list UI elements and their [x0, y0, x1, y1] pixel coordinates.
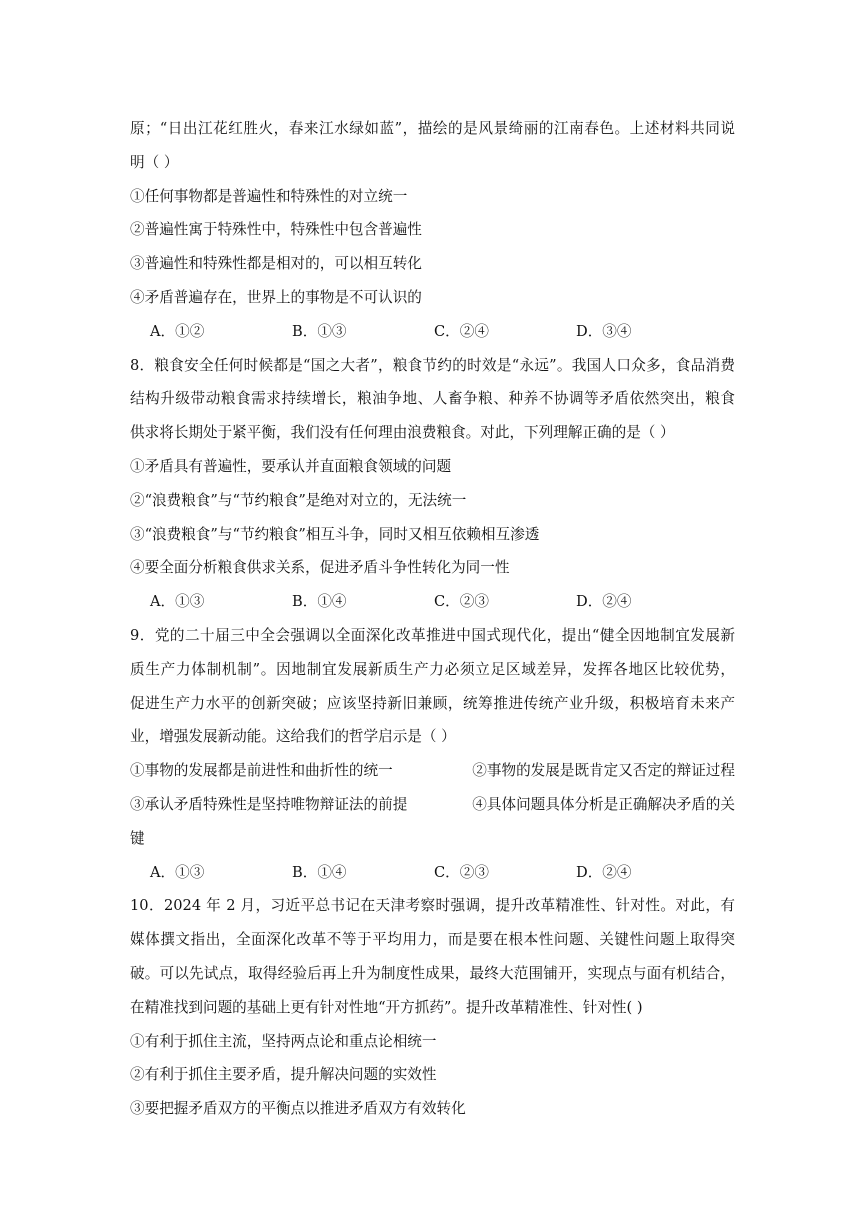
statement: ①任何事物都是普遍性和特殊性的对立统一: [130, 187, 408, 205]
statement-row: [130, 754, 735, 788]
statement: ④要全面分析粮食供求关系，促进矛盾斗争性转化为同一性: [130, 559, 510, 577]
statement: ①矛盾具有普遍性，要承认并直面粮食领域的问题: [130, 457, 452, 475]
question-stem-line: 促进生产力水平的创新突破；应该坚持新旧兼顾，统筹推进传统产业升级，积极培育未来产: [130, 694, 735, 712]
statement: ③承认矛盾特殊性是坚持唯物辩证法的前提: [130, 795, 408, 813]
option-c: C．②③: [434, 593, 489, 611]
question-7: [130, 112, 735, 349]
option-c: C．②③: [434, 863, 489, 881]
answer-options: [130, 585, 735, 619]
option-a: A．①②: [150, 322, 205, 340]
option-d: D．③④: [576, 322, 632, 340]
statement: ②事物的发展是既肯定又否定的辩证过程: [472, 762, 735, 780]
statement: ③普遍性和特殊性都是相对的，可以相互转化: [130, 255, 422, 273]
option-c: C．②④: [434, 322, 489, 340]
question-stem-line: 8．粮食安全任何时候都是“国之大者”，粮食节约的时效是“永远”。我国人口众多，食品消费: [130, 356, 735, 374]
question-9: [130, 619, 735, 889]
option-d: D．②④: [576, 593, 632, 611]
option-b: B．①④: [292, 863, 347, 881]
statement: ③要把握矛盾双方的平衡点以推进矛盾双方有效转化: [130, 1100, 466, 1118]
answer-options: [130, 315, 735, 349]
statement: ④矛盾普遍存在，世界上的事物是不可认识的: [130, 288, 422, 306]
question-stem-line: 明（ ）: [130, 153, 179, 171]
option-a: A．①③: [150, 863, 205, 881]
question-stem-line: 业，增强发展新动能。这给我们的哲学启示是（ ）: [130, 728, 456, 746]
answer-options: [130, 856, 735, 890]
statement: ②普遍性寓于特殊性中，特殊性中包含普遍性: [130, 221, 422, 239]
statement: ③“浪费粮食”与“节约粮食”相互斗争，同时又相互依赖相互渗透: [130, 525, 540, 543]
question-stem-line: 在精准找到问题的基础上更有针对性地“开方抓药”。提升改革精准性、针对性( ): [130, 998, 643, 1016]
question-stem-line: 媒体撰文指出，全面深化改革不等于平均用力，而是要在根本性问题、关键性问题上取得突: [130, 931, 735, 949]
question-stem-line: 结构升级带动粮食需求持续增长，粮油争地、人畜争粮、种养不协调等矛盾依然突出，粮食: [130, 390, 735, 408]
option-b: B．①③: [292, 322, 347, 340]
option-d: D．②④: [576, 863, 632, 881]
option-b: B．①④: [292, 593, 347, 611]
statement-row: [130, 788, 735, 822]
question-8: [130, 349, 735, 619]
statement: ①有利于抓住主流，坚持两点论和重点论相统一: [130, 1032, 437, 1050]
question-stem-line: 9．党的二十届三中全会强调以全面深化改革推进中国式现代化，提出“健全因地制宜发展新: [130, 626, 735, 644]
statement: ①事物的发展都是前进性和曲折性的统一: [130, 762, 393, 780]
statement: ②有利于抓住主要矛盾，提升解决问题的实效性: [130, 1066, 437, 1084]
question-stem-line: 破。可以先试点，取得经验后再上升为制度性成果，最终大范围铺开，实现点与面有机结合，: [130, 964, 735, 982]
question-stem-line: 供求将长期处于紧平衡，我们没有任何理由浪费粮食。对此，下列理解正确的是（ ）: [130, 424, 675, 442]
question-10: [130, 889, 735, 1126]
page-content: [130, 112, 735, 1126]
question-stem-line: 原；“日出江花红胜火，春来江水绿如蓝”，描绘的是风景绮丽的江南春色。上述材料共同说: [130, 120, 735, 137]
option-a: A．①③: [150, 593, 205, 611]
statement: ②“浪费粮食”与“节约粮食”是绝对对立的，无法统一: [130, 491, 467, 509]
question-stem-line: 质生产力体制机制”。因地制宜发展新质生产力必须立足区域差异，发挥各地区比较优势，: [130, 660, 735, 678]
statement-wrap: 键: [130, 829, 145, 847]
question-stem-line: 10．2024 年 2 月，习近平总书记在天津考察时强调，提升改革精准性、针对性。对此，有: [130, 897, 735, 915]
statement: ④具体问题具体分析是正确解决矛盾的关: [472, 795, 735, 813]
